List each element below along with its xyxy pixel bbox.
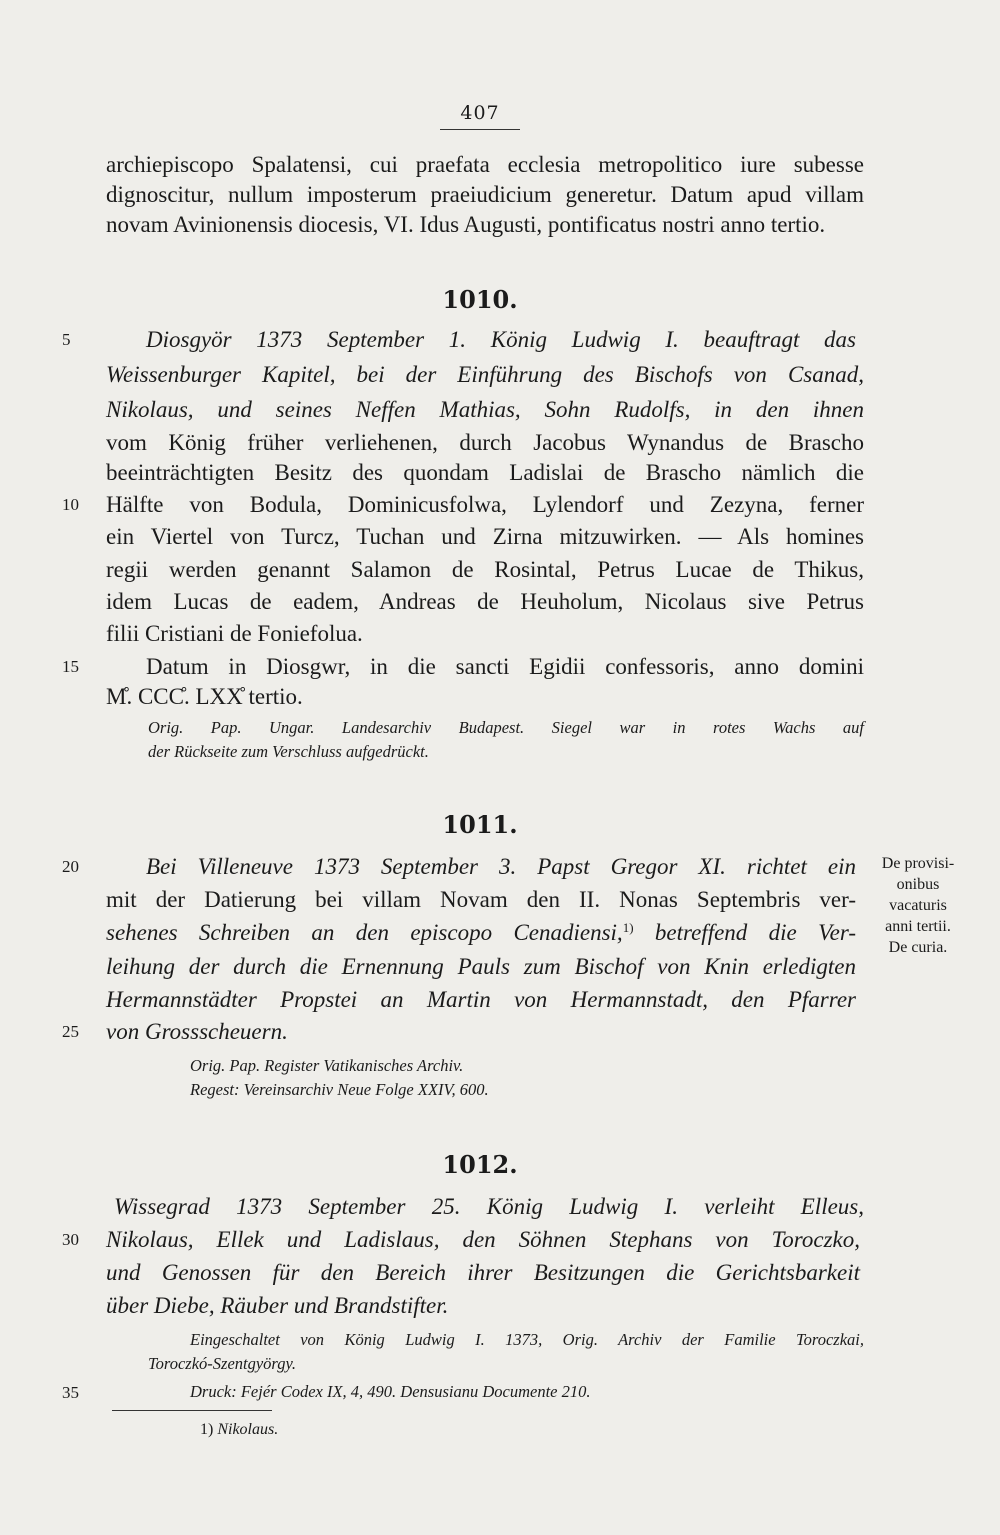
intro-line-2: dignoscitur, nullum imposterum praeiudicium generetur. Datum apud villam — [106, 182, 864, 207]
intro-line-1: archiepiscopo Spalatensi, cui praefata ecclesia metropolitico iure subesse — [106, 152, 864, 177]
line-number-25: 25 — [62, 1022, 79, 1041]
intro-line-3: novam Avinionensis diocesis, VI. Idus Augusti, pontificatus nostri anno tertio. — [106, 212, 826, 237]
entry-1011-line-6: von Grossscheuern. — [106, 1019, 288, 1044]
line-number-10: 10 — [62, 495, 79, 514]
entry-1012-line-2: Nikolaus, Ellek und Ladislaus, den Söhnen Stephans von Toroczko, — [106, 1227, 860, 1252]
entry-1010-line-4: vom König früher verliehenen, durch Jacobus Wynandus de Brascho — [106, 430, 864, 455]
entry-1011-line-2: mit der Datierung bei villam Novam den II. Nonas Septembris ver- — [106, 887, 856, 912]
entry-1011-note-2: Regest: Vereinsarchiv Neue Folge XXIV, 600. — [190, 1080, 489, 1099]
entry-number-1012: 1012. — [442, 1150, 518, 1179]
entry-1012-note-2: Toroczkó-Szentgyörgy. — [148, 1354, 297, 1373]
entry-1010-line-11: Datum in Diosgwr, in die sancti Egidii confessoris, anno domini — [146, 654, 864, 679]
entry-1010-line-12: M̊. CCC̊. LXX̊ tertio. — [106, 684, 303, 709]
line-number-20: 20 — [62, 857, 79, 876]
margin-note-line-3: vacaturis — [889, 897, 947, 914]
entry-1010-line-6: Hälfte von Bodula, Dominicusfolwa, Lylendorf und Zezyna, ferner — [106, 492, 864, 517]
margin-note-line-5: De curia. — [888, 939, 948, 956]
entry-1012-note-3: Druck: Fejér Codex IX, 4, 490. Densusianu Documente 210. — [190, 1382, 591, 1401]
entry-1010-line-9: idem Lucas de eadem, Andreas de Heuholum, Nicolaus sive Petrus — [106, 589, 864, 614]
entry-1010-line-7: ein Viertel von Turcz, Tuchan und Zirna mitzuwirken. — Als homines — [106, 524, 864, 549]
entry-1010-note-1: Orig. Pap. Ungar. Landesarchiv Budapest. Siegel war in rotes Wachs auf — [148, 718, 864, 737]
entry-1010-line-10: filii Cristiani de Foniefolua. — [106, 621, 363, 646]
line-number-30: 30 — [62, 1230, 79, 1249]
margin-note — [868, 853, 968, 958]
footnote-marker: 1) — [200, 1421, 214, 1438]
entry-number-1010: 1010. — [442, 285, 518, 314]
line-number-35: 35 — [62, 1383, 79, 1402]
margin-note-line-2: onibus — [896, 876, 940, 893]
page-number-rule — [440, 129, 520, 130]
entry-1011-line-3: sehenes Schreiben an den episcopo Cenadiensi,$^{1)}$ betreffend die Ver- — [106, 920, 856, 945]
entry-1010-line-2: Weissenburger Kapitel, bei der Einführung des Bischofs von Csanad, — [106, 362, 864, 387]
entry-1010-line-3: Nikolaus, und seines Neffen Mathias, Sohn Rudolfs, in den ihnen — [106, 397, 864, 422]
entry-number-1011: 1011. — [442, 810, 518, 839]
entry-1011-line-1: Bei Villeneuve 1373 September 3. Papst Gregor XI. richtet ein — [146, 854, 856, 879]
entry-1010-line-8: regii werden genannt Salamon de Rosintal, Petrus Lucae de Thikus, — [106, 557, 864, 582]
entry-1011-line-5: Hermannstädter Propstei an Martin von Hermannstadt, den Pfarrer — [106, 987, 856, 1012]
footnote-text: Nikolaus. — [217, 1421, 279, 1438]
line-number-5: 5 — [62, 330, 71, 349]
entry-1012-line-4: über Diebe, Räuber und Brandstifter. — [106, 1293, 449, 1318]
entry-1011-line-4: leihung der durch die Ernennung Pauls zum Bischof von Knin erledigten — [106, 954, 856, 979]
entry-1012-line-3: und Genossen für den Bereich ihrer Besitzungen die Gerichtsbarkeit — [106, 1260, 860, 1285]
footnote-ref: 1) — [622, 920, 634, 935]
entry-1012-line-1: Wissegrad 1373 September 25. König Ludwig I. verleiht Elleus, — [114, 1194, 864, 1219]
entry-1010-note-2: der Rückseite zum Verschluss aufgedrückt. — [148, 742, 429, 761]
footnote-rule — [112, 1410, 272, 1411]
footnote — [200, 1418, 278, 1442]
entry-1011-note-1: Orig. Pap. Register Vatikanisches Archiv. — [190, 1056, 464, 1075]
margin-note-line-1: De provisi- — [881, 855, 955, 872]
entry-1012-note-1: Eingeschaltet von König Ludwig I. 1373, Orig. Archiv der Familie Toroczkai, — [190, 1330, 864, 1349]
margin-note-line-4: anni tertii. — [885, 918, 951, 935]
page-number: 407 — [460, 102, 500, 124]
entry-1010-line-1: Diosgyör 1373 September 1. König Ludwig I. beauftragt das — [146, 327, 856, 352]
entry-1010-line-5: beeinträchtigten Besitz des quondam Ladislai de Brascho nämlich die — [106, 460, 864, 485]
line-number-15: 15 — [62, 657, 79, 676]
